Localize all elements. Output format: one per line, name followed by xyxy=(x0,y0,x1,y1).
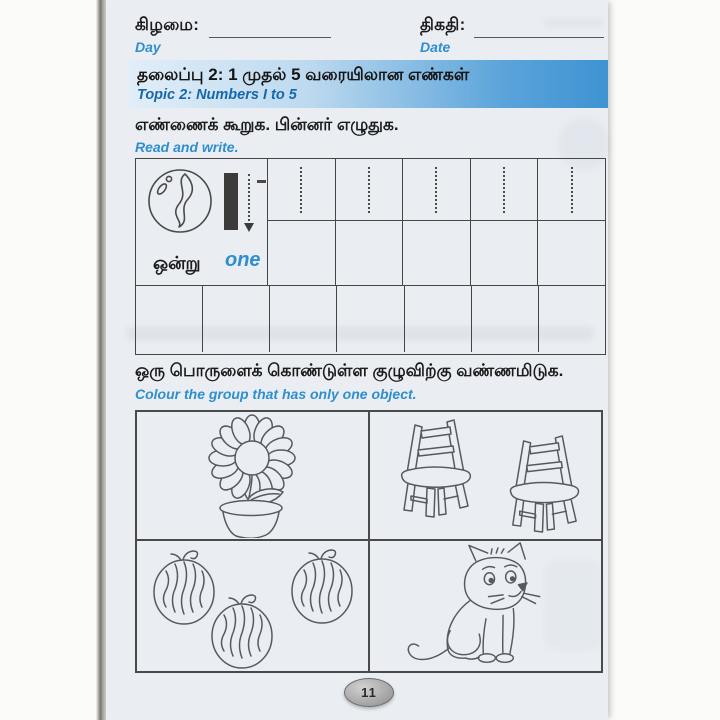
number-model-cell xyxy=(136,159,268,285)
worksheet-page xyxy=(106,0,608,720)
dotted-numeral-1 xyxy=(300,167,302,213)
write-cell xyxy=(471,221,539,285)
colour-group-grid xyxy=(135,410,603,673)
stroke-start-tick xyxy=(257,180,266,183)
marble-illustration xyxy=(145,166,215,236)
write-cell xyxy=(268,221,336,285)
blank-cells xyxy=(268,221,605,285)
number-practice-table xyxy=(135,158,606,355)
trace-cell xyxy=(403,159,471,220)
date-label-tamil: திகதி: xyxy=(420,15,466,34)
practice-cell xyxy=(270,286,337,352)
number-word-english: one xyxy=(225,249,261,271)
practice-cell xyxy=(405,286,472,352)
practice-cell xyxy=(539,286,605,352)
group-cell-chairs xyxy=(370,412,601,541)
group-cell-cat xyxy=(370,541,601,671)
practice-cells xyxy=(136,286,605,352)
solid-numeral-1 xyxy=(224,173,238,230)
number-word-tamil: ஒன்று xyxy=(153,253,201,273)
cat-illustration xyxy=(391,542,581,670)
topic-title-tamil: தலைப்பு 2: 1 முதல் 5 வரையிலான எண்கள் xyxy=(137,65,470,84)
page-number-badge xyxy=(344,678,394,707)
stroke-direction-arrow-icon xyxy=(244,223,254,232)
stroke-guide-dotted-line xyxy=(248,174,250,221)
practice-cell xyxy=(136,286,203,352)
topic-banner xyxy=(128,60,608,108)
trace-cell xyxy=(538,159,605,220)
exercise1-instruction-english: Read and write. xyxy=(135,139,239,155)
practice-cell xyxy=(203,286,270,352)
exercise2-instruction-tamil: ஒரு பொருளைக் கொண்டுள்ள குழுவிற்கு வண்ணமிடுக. xyxy=(135,361,564,380)
chairs-illustration xyxy=(375,413,597,539)
practice-cell xyxy=(472,286,539,352)
dotted-numeral-1 xyxy=(435,167,437,213)
topic-title-english: Topic 2: Numbers I to 5 xyxy=(137,87,297,103)
write-cell xyxy=(403,221,471,285)
exercise1-instruction-tamil: எண்ணைக் கூறுக. பின்னர் எழுதுக. xyxy=(135,115,399,134)
day-label-tamil: கிழமை: xyxy=(135,15,200,34)
practice-cell xyxy=(337,286,404,352)
day-label-english: Day xyxy=(135,39,161,55)
group-cell-watermelons xyxy=(137,541,370,671)
trace-cells xyxy=(268,159,605,221)
flowerpot-illustration xyxy=(155,414,351,538)
dotted-numeral-1 xyxy=(368,167,370,213)
exercise2-instruction-english: Colour the group that has only one object. xyxy=(135,386,417,402)
date-label-english: Date xyxy=(420,39,451,55)
watermelons-illustration xyxy=(138,543,367,670)
dotted-numeral-1 xyxy=(571,167,573,213)
date-fill-line xyxy=(474,37,604,38)
bleed-through-artifact xyxy=(544,18,604,28)
trace-cell xyxy=(471,159,539,220)
trace-cell xyxy=(268,159,336,220)
dotted-numeral-1 xyxy=(503,167,505,213)
write-cell xyxy=(336,221,404,285)
trace-cell xyxy=(336,159,404,220)
day-fill-line xyxy=(209,37,331,38)
group-cell-flowerpot xyxy=(137,412,370,541)
write-cell xyxy=(538,221,605,285)
page-number: 11 xyxy=(361,685,377,700)
